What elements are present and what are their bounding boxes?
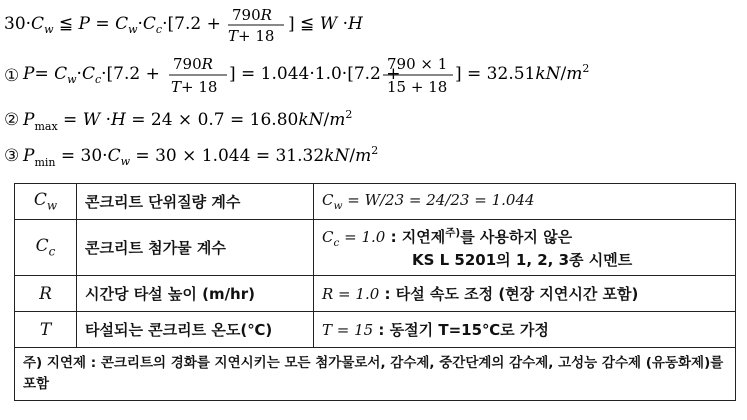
symbol-cell: T (15, 312, 77, 348)
table-row (15, 276, 736, 312)
formula-1-svg (23, 55, 590, 96)
svg-text:T+ 18: T+ 18 (171, 78, 218, 96)
description-cell: 시간당 타설 높이 (m/hr) (77, 276, 314, 312)
formula-main-svg (4, 6, 364, 45)
circled-number-3: ③ (4, 146, 20, 166)
svg-text:790R: 790R (232, 6, 272, 24)
value-math: T = 15 (322, 321, 374, 339)
formula-3-svg (23, 143, 379, 169)
circled-number-1: ① (4, 66, 20, 86)
description-cell: 콘크리트 첨가물 계수 (77, 220, 314, 276)
svg-text:] = 32.51kN/m2: ] = $32.51kN/m^2$ (455, 62, 590, 84)
value-math: $C_c = 1.0$ (322, 228, 386, 249)
table-row (15, 312, 736, 348)
svg-text:T+ 18: T+ 18 (228, 27, 275, 45)
value-text: : 동절기 T=15℃로 가정 (373, 321, 549, 339)
description-cell: 타설되는 콘크리트 온도(℃) (77, 312, 314, 348)
svg-text:Pmin = 30·Cw = 30 × 1.044 = 31: $P_{min} = 30\cdot C_w = 30 \times 1.044 = 31.32kN/m^2$ (23, 144, 379, 169)
value-cell (314, 220, 736, 276)
svg-text:] = 1.044·1.0·[7.2 +: ] = 1.044·1.0·[7.2 + (229, 64, 401, 84)
value-text: : 지연제$^{주)}$를 사용하지 않은 (385, 227, 573, 246)
svg-text:P= Cw·Cc·[7.2 +: $P= C_w\cdot C_c\cdot[7.2$ + (23, 64, 161, 86)
symbol-cell: $C_w$ (15, 184, 77, 220)
value-math: $C_w = W/23 = 24/23 = 1.044$ (322, 191, 535, 212)
circled-number-2: ② (4, 110, 20, 130)
footnote: 주) 지연제 : 콘크리트의 경화를 지연시키는 모든 첨가물로서, 감수제, 중간단계의 감수제, 고성능 감수제 (유동화제)를 포함 (15, 348, 736, 401)
value-cell (314, 276, 736, 312)
formula-3 (4, 143, 379, 169)
svg-text:790R: 790R (173, 55, 214, 73)
value-text: : 타설 속도 조정 (현장 지연시간 포함) (379, 285, 639, 303)
description-cell: 콘크리트 단위질량 계수 (77, 184, 314, 220)
formula-main (4, 6, 364, 45)
value-cell (314, 312, 736, 348)
value-line-2: KS L 5201의 1, 2, 3종 시멘트 (412, 251, 633, 269)
coefficient-table (14, 183, 736, 401)
svg-text:Pmax = W ·H = 24 × 0.7 = 16.80: $P_{max} = W \cdot H = 24 \times 0.7 = 16.80kN/m^2$ (23, 108, 353, 133)
formula-1 (4, 55, 590, 96)
table-row (15, 220, 736, 276)
formula-2 (4, 107, 363, 133)
svg-text:790 × 1: 790 × 1 (387, 55, 448, 73)
table-row (15, 184, 736, 220)
formula-2-svg (23, 107, 363, 133)
svg-text:30·Cw ≦ P = Cw·Cc·[7.2 +: $30\cdot C_w$ ≦ $P = C_w\cdot C_c\cdot[7.2$ + (4, 14, 221, 36)
symbol-cell: R (15, 276, 77, 312)
svg-text:] ≦ W ·H: ] ≦ W ·H (288, 14, 363, 34)
value-math: R = 1.0 (322, 285, 380, 303)
svg-text:15 + 18: 15 + 18 (387, 78, 448, 96)
symbol-cell: $C_c$ (15, 220, 77, 276)
table-row (15, 348, 736, 401)
value-cell (314, 184, 736, 220)
value-line-1 (322, 225, 727, 249)
